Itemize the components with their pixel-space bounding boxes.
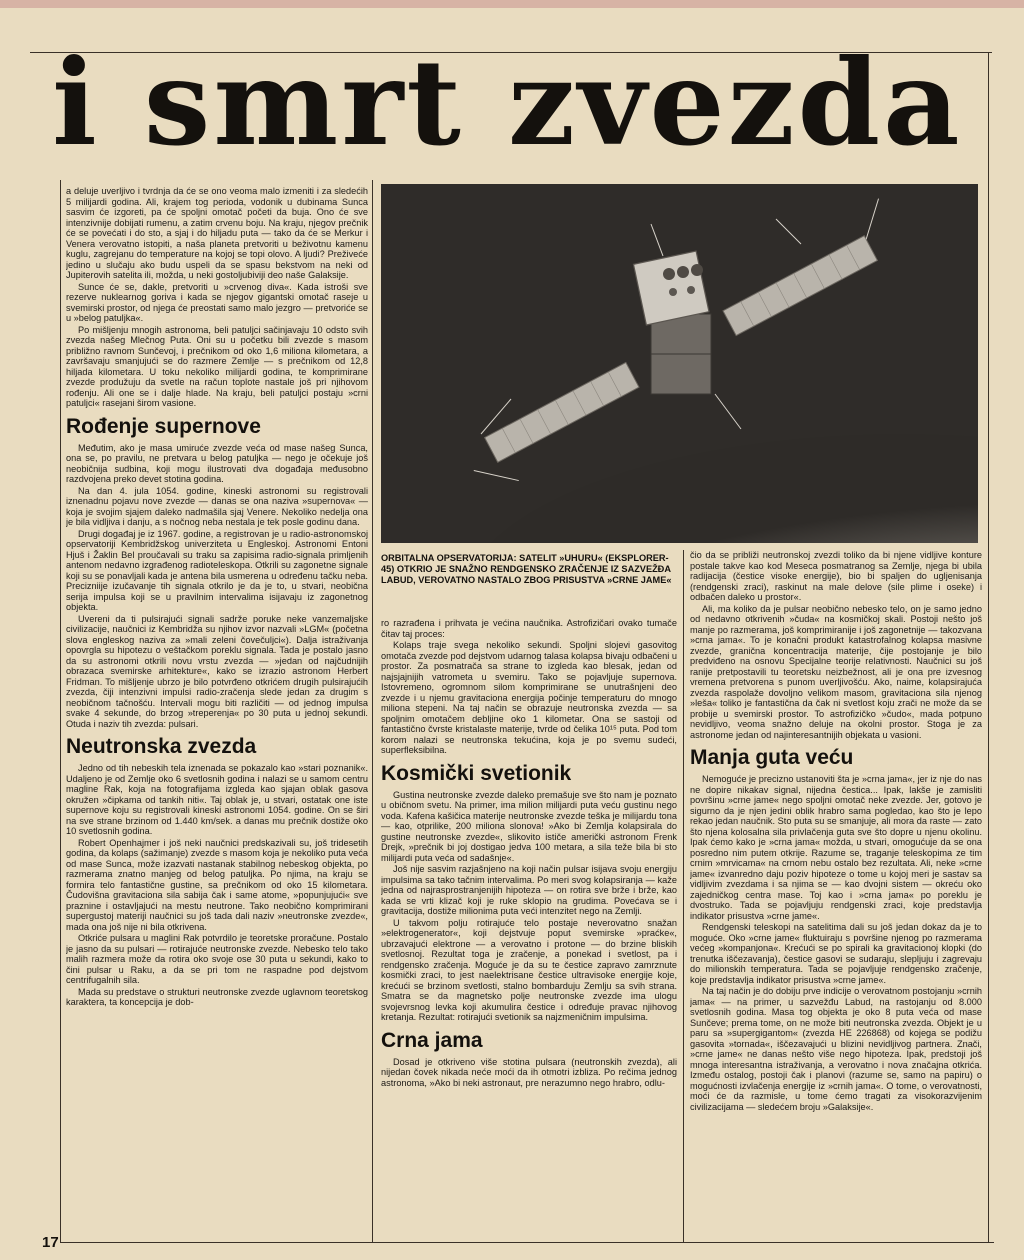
headline: i smrt zvezda	[52, 33, 963, 172]
paragraph: Robert Openhajmer i još neki naučnici predskazivali su, još tridesetih godina, da kolaps (sažimanje) zvezde s masom koja je nekoliko puta veća od mase Sunca, može izazvati nastanak stabilnog nebeskog objekta, po razmerama znatno manjeg od belog patuljka. Po njima, na kraju se formira telo fantastične gustine, sa prečnikom od oko 15 kilometara. Čudovišna gravitaciona sila sabija čak i same atome, »popunjujući« sve praznine i ostavljajući na mestu neutrone. Tako neobično komprimirani supergustoj materiji naučnici su još tada dali naziv »neutronske zvezde«, mada ona još nije ni bila otkrivena.	[66, 837, 368, 932]
right-column-rule	[988, 52, 989, 1242]
left-column-rule	[60, 180, 61, 1242]
paragraph: Drugi događaj je iz 1967. godine, a registrovan je u radio-astronomskoj opservatoriji Kembridžskog univerziteta u Engleskoj. Astronomi Entoni Hjuš i Žaklin Bel proučavali su traku sa zapisima radio-signala primljenih antenom nedavno izgrađenog radioteleskopa. Otkrili su zagonetne signale koji su se ponavljali kada je antena bila usmerena u određenu tačku neba. Precizniije izučavanje tih signala otkrilo je da je to, u stvari, neobična serija impulsa koji se u pravilnim intervalima isijavaju iz zagonetnog objekta.	[66, 528, 368, 612]
paragraph: U takvom polju rotirajuće telo postaje neverovatno snažan »elektrogenerator«, koji dejstvuje poput svemirske »praćke«, ubrzavajući elektrone — a verovatno i protone — do brzine bliskih svetlosnoj. Rezultat toga je zračenje, a ponekad i svetlost, pa i rendgensko zračenja. Moguće je da su te čestice zapravo zamrznute kosmički zraci, to jest naelektrisane čestice ultravisoke energije koje, krećući se brzinom svetlosti, stalno bombarduju Zemlju sa svih strana. Smatra se da magnetsko polje neutronske zvezde ima ulogu svojevrsnog levka koji akumulira čestice i određuje pravac njihovog kretanja. Rezultat: rotirajući svetionik sa najzmeničnim impulsima.	[381, 917, 677, 1022]
subheading-smaller-swallows-bigger: Manja guta veću	[690, 746, 854, 769]
paragraph: Međutim, ako je masa umiruće zvezde veća od mase našeg Sunca, ona se, po pravilu, ne pretvara u belog patuljka — nego je očekuje još neobičnija sudbina, koji mogu ilustrovati dva događaja međusobno razdvojena preko devet stotina godina.	[66, 442, 368, 484]
paragraph: Još nije sasvim razjašnjeno na koji način pulsar isijava svoju energiju impulsima sa tako tačnim intervalima. Po meri svog kolapsiranja — kaže jedna od najrasprostranjenijih hipoteza — on rotira sve brže i brže, kao kada se vrti klizač koji je ruke sklopio na grudima. Povećava se i gravitacija, dostiže milionima puta veći intenzitet nego na Zemlji.	[381, 864, 677, 916]
paragraph: a deluje uverljivo i tvrdnja da će se ono veoma malo izmeniti i za sledećih 5 milijardi godina. Ali, krajem tog perioda, vodonik u dubinama Sunca sasvim će izgoreti, pa će spoljni omotač početi da buja. Ono će sve intenzivnije dobijati rumenu, a zatim crvenu boju. Na kraju, njegov prečnik će se povećati i do sto, a sjaj i do hiljadu puta — tako da će se Merkur i Venera verovatno istopiti, a naša planeta pretvoriti u beživotnu kamenu kuglu, zagrejanu do temperature na kojoj se topi olovo. A ljudi? Preživeće jedino u slučaju ako budu uspeli da se spasu bekstvom na neki od Jupiterovih satelita ili, možda, u neki gostoljubiviji deo naše Galaksije.	[66, 186, 368, 280]
paragraph: Gustina neutronske zvezde daleko premašuje sve što nam je poznato u običnom svetu. Na primer, ima milion milijardi puta veću gustinu nego voda. Kafena kašičica materije neutronske zvezde teška je milijardu tona — kao, otprilike, 200 miliona slonova! »Ako bi Zemlja kolapsirala do gustine neutronske zvezde«, slikovito ističe američki astronom Frenk Drejk, »prečnik bi joj dostigao jedva 100 metara, a sila teže bila bi sto milijardi puta veća od sadašnje«.	[381, 789, 677, 863]
satellite-photo	[381, 184, 978, 543]
photo-caption: ORBITALNA OPSERVATORIJA: SATELIT »UHURU« (EKSPLORER-45) OTKRIO JE SNAŽNO RENDGENSKO ZRAČENJE IZ SAZVEŽĐA LABUD, VEROVATNO NASTALO ZBOG PRISUSTVA »CRNE JAME«	[381, 553, 672, 585]
subheading-supernova: Rođenje supernove	[66, 414, 261, 438]
column-divider-2	[683, 550, 684, 1242]
subheading-black-hole: Crna jama	[381, 1028, 483, 1052]
paragraph: Jedno od tih nebeskih tela iznenada se pokazalo kao »stari poznanik«. Udaljeno je od Zemlje oko 6 svetlosnih godina i nalazi se u samom centru magline Rak, koja na fotografijama izgleda kao sjajan oblak gasova okružen »čipkama od tankih niti«. Taj oblak je, u stvari, ostatak one iste supernove koju su registrovali kineski astronomi 1054. godine. On se širi na sve strane brzinom od 1.440 km/sek. a danas mu prečnik dostiže oko 10 svetlosnih godina.	[66, 763, 368, 836]
paragraph: Sunce će se, dakle, pretvoriti u »crvenog diva«. Kada istroši sve rezerve nuklearnog goriva i kada se njegov gigantski omotač raseje u svemirski prostor, od njega će preostati samo malo jezgro — pretvoriće se u »belog patuljka«.	[66, 281, 368, 323]
paragraph: Po mišljenju mnogih astronoma, beli patuljci sačinjavaju 10 odsto svih zvezda našeg Mlečnog Puta. Oni su u početku bili zvezde s masom približno ravnom Sunčevoj, i prečnikom od oko 1,6 miliona kilometara, a završavaju smanjujući se do razmere Zemlje — s prečnikom od 12,8 hiljada kilometara. U toku nekoliko milijardi godina, te komprimirane zvezde produžuju da svetle na račun toplote nastale još pri njihovom rođenju. Ali one se i dalje hlade. Na kraju, beli patuljci postaju »crni patuljci« rasejani širom vasione.	[66, 324, 368, 408]
paragraph: Ali, ma koliko da je pulsar neobično nebesko telo, on je samo jedno od nedavno otkrivenih »čuda« na kosmičkoj skali. Postoji nešto još manje po razmerama, još komprimiranije i još zagonetnije — takozvana »crna jama«. To je konačni produkt katastrofalnog kolapsa masivne zvezde, granična koncentracija materije, čije postojanje je bilo predviđeno na osnovu Specijalne teorije relativnosti. Naučnici su još ranije pretpostavili tu teoretsku neizbežnost, ali je ona pre izvesnog vremena pretvorena s punom uverljivošću. Ako, naime, kolapsirajuća zvezda raspolaže dovoljno velikom masom, gravitaciona sila njenog »leša« toliko je fantastična da čak ni svetlost koju zrači ne može da se probije u svemirski prostor. To astrofizičko »čudo«, mada potpuno nevidljivo, veoma snažno deluje na okolni prostor. Stoga je za astronome jedan od najinteresantnijih objekata u vasioni.	[690, 603, 982, 740]
paragraph: Nemoguće je precizno ustanoviti šta je »crna jama«, jer iz nje do nas ne dopire nikakav signal, nijedna čestica... Ipak, lakše je zamisliti površinu »crne jame« nego spoljni omotač neke zvezde. Jer, gotovo je sigurno da je njen jedini oblik hrabro sama pogledao, kao što je lepo rekao jedan naučnik. Sto puta su se smanjuje, ali mora da raste — zato što njena kolosalna sila privlačenja guta sve što dopre u njenu okolinu. Ipak ćemo kako je »crna jama« možda, u stvari, omogućuje da se ona posredno nim putem otkrije. Razume se, traganje teleskopima ze tim crnim »mrvicama« na crnom nebu ostalo bez rezultata. Ali, neke »crne jame« izvanredno daju poziv hipoteze o tome u kojoj meri je sastav sa vidljivim zvezdama i sa njima se — kao dvojni sistem — okreću oko zajedničkog centra mase. Toj kao i »crna jama« po poreklu je dvostruko. Tada se pojavljuju rendgenski zraci, koje predstavlja indikator prisustva »crne jame«.	[690, 774, 982, 921]
paragraph: Kolaps traje svega nekoliko sekundi. Spoljni slojevi gasovitog omotača zvezde pod dejstvom udarnog talasa kolapsa bivaju odbačeni u prostor. Za posmatrača sa strane to izgleda kao blesak, jedan od najsjajnijih vatrometa u svemiru. Tako se pojavljuje supernova. Istovremeno, ogromnom silom komprimirane se unutrašnjeni deo zvezde i u njemu gravitaciona energija počinje temperaturu do mnogo miliona stepeni. Na taj način se obrazuje neutronska zvezda — sa spoljnim omotačem debljine oko 1 kilometar. Ona se sastoji od fantastično čvrste kristalaste materije, tvrde od čelika 10¹⁵ puta. Pod tom korom nalazi se neutronska tekućina, koja je po svemu sudeći, superfleksibilna.	[381, 640, 677, 755]
column-1	[66, 186, 368, 1238]
paragraph: Dosad je otkriveno više stotina pulsara (neutronskih zvezda), ali nijedan čovek nikada neće moći da ih otmotri izbliza. Po rečima jednog astronoma, »Ako bi neki astronaut, pre nerazumno nego hrabro, odlu-	[381, 1056, 677, 1088]
column-divider-1	[372, 180, 373, 1242]
paragraph: ro razrađena i prihvata je većina naučnika. Astrofizičari ovako tumače čitav taj proces:	[381, 618, 677, 639]
subheading-cosmic-lighthouse: Kosmički svetionik	[381, 761, 572, 785]
paragraph: čio da se približi neutronskoj zvezdi toliko da bi njene vidljive konture postale takve kao kod Meseca posmatranog sa Zemlje, njega bi ubila radijacija (čestice visoke energije), bio bi spaljen do ugljenisanja (rendgenski zraci), raskinut na male delove (sile plime i oseke) i odbačen daleko u prostor«.	[690, 550, 982, 602]
paragraph: Na dan 4. jula 1054. godine, kineski astronomi su registrovali iznenadnu pojavu nove zvezde — danas se ona naziva »supernova« — koja je svojim sjajem daleko nadmašila sjaj Venere. Nekoliko nedelja ona je bila vidljiva i danju, a s nočnog neba nestala je tek posle godinu dana.	[66, 485, 368, 527]
column-3	[690, 550, 982, 1238]
subheading-neutron-star: Neutronska zvezda	[66, 735, 257, 758]
page-number: 17	[42, 1234, 59, 1251]
paragraph: Otkriće pulsara u maglini Rak potvrdilo je teoretske proračune. Postalo je jasno da su pulsari — rotirajuće neutronske zvezde. Nebesko telo tako malih razmera može da rotira oko svoje ose 30 puta u sekundi, kako to čini pulsar u Raku, a da se pri tom ne raspadne pod dejstvom centrifugalnih sila.	[66, 933, 368, 985]
paragraph: Mada su predstave o strukturi neutronske zvezde uglavnom teoretskog karaktera, ta koncepcija je dob-	[66, 986, 368, 1007]
paragraph: Na taj način je do dobiju prve indicije o verovatnom postojanju »crnih jama« — na primer, u sazvežđu Labud, na rastojanju od 8.000 svetlosnih godina. Masa tog objekta je oko 8 puta veća od mase Sunčeve; prema tome, on ne može biti neutronska zvezda. Objekt je u paru sa »supergigantom« (zvezda HE 226868) od kojega se podižu gasovita »tornada«, iščezavajući u blizini nevidljivog partnera. Znači, »crne jame« ne danas nešto više nego hipoteza. Ipak, predstoji još mnoga interesantna istraživanja, a verovatno i nova značajna otkrića. Između ostalog, postoji čak i planovi (razume se, samo na papiru) o mogućnosti izvlačenja energije iz »crnih jama«. O tome, o verovatnosti, moći će da razmisle, u tome ćemo tragati za visokorazvijenim civilizacijama — sledećem broju »Galaksije«.	[690, 986, 982, 1112]
bottom-rule	[60, 1242, 994, 1243]
paragraph: Rendgenski teleskopi na satelitima dali su još jedan dokaz da je to moguće. Oko »crne jame« fluktuiraju s površine njenog po razmerama većeg »kompanjona«. Krećući se po spirali ka gravitacionoj klopki (do trenutka iščezavanja), čestice gasovi se sudaraju, slepljuju i zagrevaju do milionskih temperatura. Tada se pojavljuje rendgensko zračenje, koje predstavlja indikator prisustva »crne jame«.	[690, 922, 982, 985]
column-2	[381, 618, 677, 1238]
paragraph: Uvereni da ti pulsirajući signali sadrže poruke neke vanzemaljske civilizacije, naučnici iz Kembridža su njihov izvor nazvali »LGM« (početna slova engleskog naziva za »mali zeleni čovečuljci«). Dalja istraživanja opovrgla su hipotezu o veštačkom poreklu signala. Tada je postalo jasno da su astronomi otkrili novu vrstu zvezda — »jedan od najčudnijih obrazaca svemirske arhitekture«, kako se izrazio astronom Herbert Fridman. To mišljenje ubrzo je bilo potvrđeno otkrićem drugih pulsirajućih zvezda, čiji intenzivni impulsi radio-zračenja slede jedan za drugim s neobičnom tačnošću. Intervali mogu biti različiti — od jednog impulsa svake 4 sekunde, do brzog »treperenja« po 30 puta u jednoj sekundi. Otuda i naziv tih zvezda: pulsari.	[66, 613, 368, 729]
